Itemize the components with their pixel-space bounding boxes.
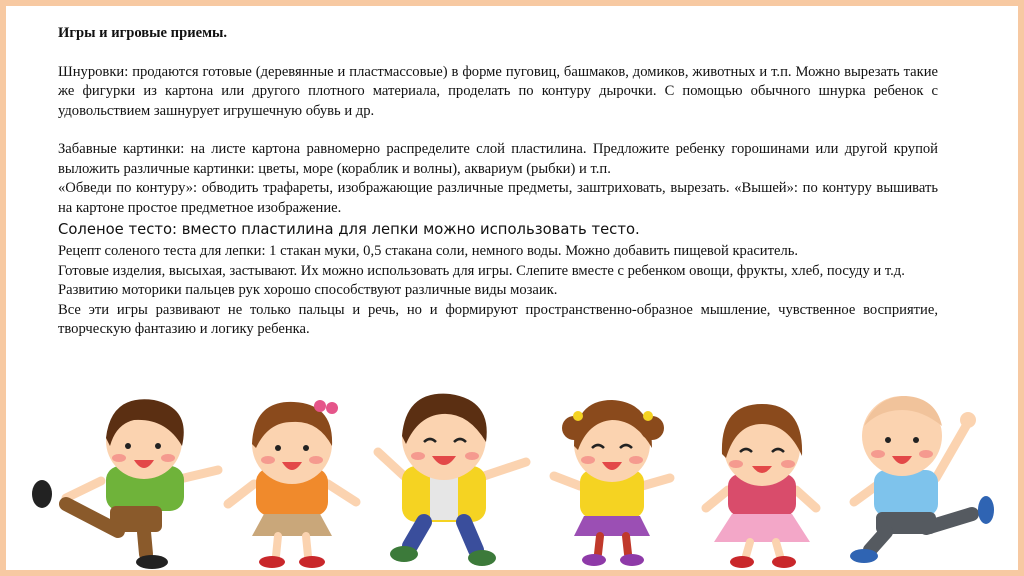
boy-green-shirt-icon bbox=[32, 399, 218, 569]
slide-text bbox=[58, 24, 938, 340]
boy-blue-shirt-icon bbox=[850, 396, 994, 563]
slide-title: Игры и игровые приемы. bbox=[58, 25, 228, 41]
boy-yellow-jacket-icon bbox=[378, 394, 526, 566]
slide bbox=[6, 6, 1018, 570]
paragraph-funny-pictures: Забавные картинки: на листе картона равномерно распределите слой пластилина. Предложите ребенку горошинами или другой крупой выложить различные картинки: цветы, море (кораблик и волны), аквариум (рыбки) и т.п. bbox=[58, 141, 938, 177]
children-illustration bbox=[6, 386, 1018, 570]
paragraph-conclusion: Все эти игры развивают не только пальцы и речь, но и формируют пространственно-образное мышление, чувственное восприятие, творческую фантазию и логику ребенка. bbox=[58, 301, 938, 337]
girl-pink-dress-icon bbox=[706, 404, 816, 568]
paragraph-lacing: Шнуровки: продаются готовые (деревянные и пластмассовые) в форме пуговиц, башмаков, домиков, животных и т.п. Можно вырезать такие же фигурки из картона или другого плотного материала, проделать по контуру дырочки. С помощью обычного шнурка ребенок с удовольствием зашнурует игрушечную обувь и др. bbox=[58, 63, 938, 119]
paragraph-trace-and-sew: «Обведи по контуру»: обводить трафареты, изображающие различные предметы, заштриховать, вырезать. «Вышей»: по контуру вышивать на картоне простое предметное изображение. bbox=[58, 180, 938, 216]
girl-orange-jacket-icon bbox=[228, 400, 356, 568]
paragraph-finished-items: Готовые изделия, высыхая, застывают. Их можно использовать для игры. Слепите вместе с ребенком овощи, фрукты, хлеб, посуду и т.д. bbox=[58, 262, 905, 279]
paragraph-recipe: Рецепт соленого теста для лепки: 1 стакан муки, 0,5 стакана соли, немного воды. Можно добавить пищевой краситель. bbox=[58, 243, 799, 259]
paragraph-mosaics: Развитию моторики пальцев рук хорошо способствуют различные виды мозаик. bbox=[58, 282, 558, 298]
paragraph-salt-dough: Соленое тесто: вместо пластилина для лепки можно использовать тесто. bbox=[58, 221, 640, 238]
girl-yellow-top-icon bbox=[554, 400, 670, 566]
